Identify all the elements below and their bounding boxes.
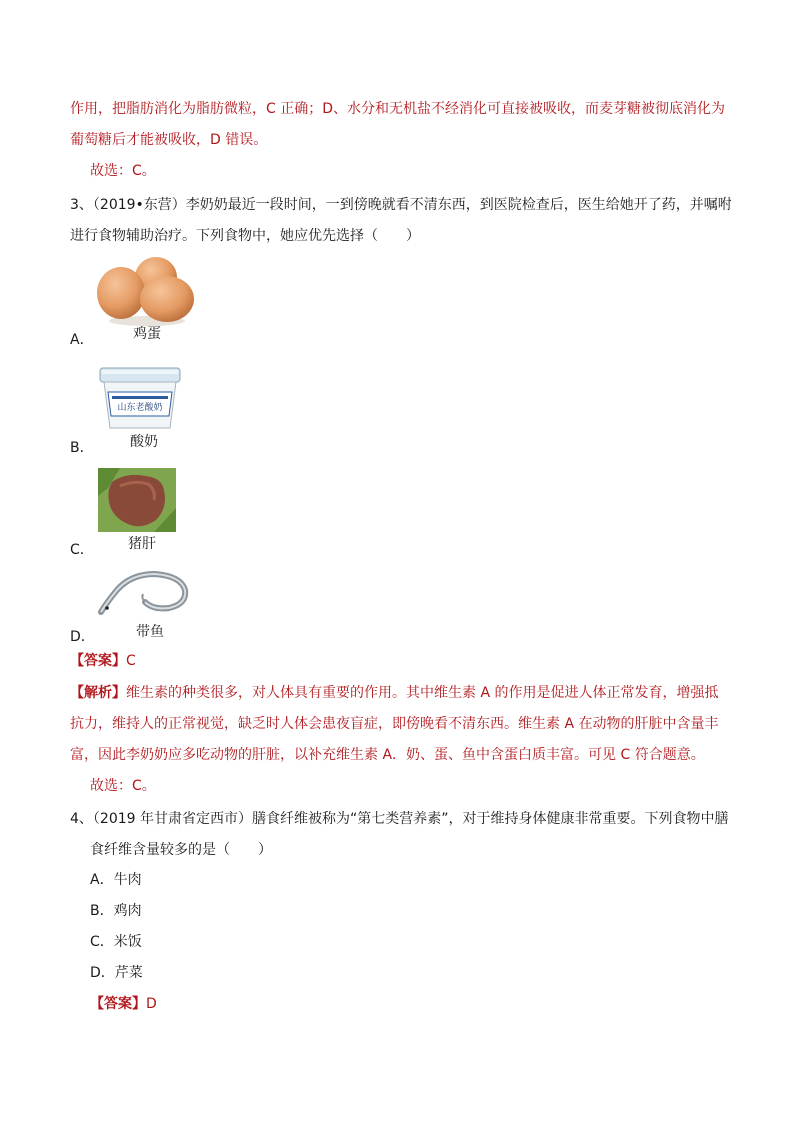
q3-analysis-line-2: 抗力，维持人的正常视觉，缺乏时人体会患夜盲症，即傍晚看不清东西。维生素 A 在动物的肝脏中含量丰 (70, 716, 719, 732)
q3-option-d-letter: D． (70, 629, 95, 645)
hairtail-fish-image (97, 568, 193, 622)
q2-analysis-line-2: 葡萄糖后才能被吸收，D 错误。 (70, 132, 268, 148)
q3-analysis-tag: 【解析】 (70, 685, 126, 701)
yogurt-label-text: 山东老酸奶 (117, 403, 163, 413)
q3-answer-line (70, 651, 136, 671)
q3-option-c-caption: 猪肝 (128, 536, 156, 552)
yogurt-image (98, 366, 182, 432)
q3-analysis-text-1: 维生素的种类很多，对人体具有重要的作用。其中维生素 A 的作用是促进人体正常发育，增强抵 (126, 685, 719, 701)
q4-option-b: B．鸡肉 (90, 903, 142, 919)
q3-stem-line-1: 3、（2019•东营）李奶奶最近一段时间，一到傍晚就看不清东西，到医院检查后，医生给她开了药，并嘱咐 (70, 197, 732, 213)
q4-answer-tag: 【答案】 (90, 996, 146, 1012)
q3-answer-tag: 【答案】 (70, 653, 126, 669)
q2-analysis-line-1: 作用，把脂肪消化为脂肪微粒，C 正确；D、水分和无机盐不经消化可直接被吸收，而麦芽糖被彻底消化为 (70, 101, 726, 117)
q3-conclusion: 故选：C。 (90, 778, 156, 794)
q3-analysis-line-3: 富，因此李奶奶应多吃动物的肝脏，以补充维生素 A．奶、蛋、鱼中含蛋白质丰富。可见 C 符合题意。 (70, 747, 705, 763)
q4-answer-line (90, 994, 157, 1014)
q4-answer-value: D (146, 996, 157, 1012)
q3-stem-line-2: 进行食物辅助治疗。下列食物中，她应优先选择（ ） (70, 228, 420, 244)
q3-option-b-letter: B． (70, 440, 94, 456)
q4-option-a: A．牛肉 (90, 872, 142, 888)
pork-liver-image (98, 468, 176, 532)
q4-option-d: D．芹菜 (90, 965, 143, 981)
eggs-image (96, 255, 198, 327)
q4-stem-line-2: 食纤维含量较多的是（ ） (90, 842, 272, 858)
q2-conclusion: 故选：C。 (90, 163, 156, 179)
q3-option-a-caption: 鸡蛋 (133, 326, 161, 342)
q3-option-a-letter: A． (70, 332, 94, 348)
q3-option-b-caption: 酸奶 (130, 434, 158, 450)
q3-option-d-caption: 带鱼 (136, 624, 164, 640)
q4-stem-line-1: 4、（2019 年甘肃省定西市）膳食纤维被称为“第七类营养素”，对于维持身体健康非常重要。下列食物中膳 (70, 811, 729, 827)
q3-option-c-letter: C． (70, 542, 94, 558)
q4-option-c: C．米饭 (90, 934, 142, 950)
q3-analysis-line-1 (70, 683, 718, 703)
q3-answer-value: C (126, 653, 136, 669)
